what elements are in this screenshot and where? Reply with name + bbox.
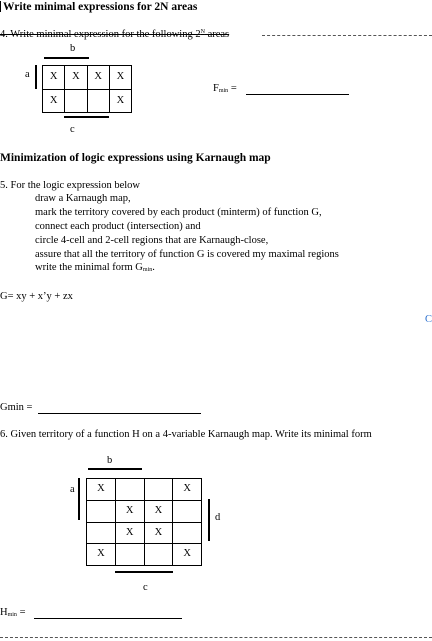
q4-text: 4. Write minimal expression for the following 2 [0,29,201,40]
bottom-dashed-line [0,637,432,638]
q4-dashed-line [262,35,432,36]
gmin-answer-line[interactable] [38,413,201,414]
q4-question [0,29,229,41]
q4-text-end: areas [204,29,230,40]
hmin-sub: min [7,612,17,618]
gmin-sub: min [142,267,153,273]
map2-bar-c [115,571,173,573]
fmin-letter: F [213,83,219,94]
k1-cell[interactable] [65,89,87,113]
k1-cell[interactable]: X [43,89,65,113]
k2-cell[interactable]: X [144,500,173,522]
q5-step: connect each product (intersection) and [35,221,201,232]
q5-step: assure that all the territory of function G is covered my maximal regions [35,249,339,260]
map2-label-a: a [70,484,75,495]
k2-cell[interactable]: X [173,544,202,566]
map2-label-d: d [215,512,221,523]
karnaugh-map-2 [86,478,202,566]
map1-label-a: a [25,69,30,80]
q5-step: mark the territory covered by each product (minterm) of function G, [35,207,322,218]
hmin-letter: H [0,607,8,618]
k2-cell[interactable]: X [115,500,144,522]
fmin-answer-line[interactable] [246,94,349,95]
k2-cell[interactable] [173,522,202,544]
left-bracket [0,1,1,12]
k2-cell[interactable]: X [173,479,202,501]
map1-bar-b [44,57,89,59]
section1-title: Write minimal expressions for 2N areas [3,1,198,13]
k2-cell[interactable]: X [87,479,116,501]
margin-marker: C [425,314,432,325]
k2-cell[interactable] [173,500,202,522]
map1-label-b: b [70,43,76,54]
hmin-answer-line[interactable] [34,618,182,619]
map2-bar-b [88,468,142,470]
map1-bar-a [35,65,37,89]
q5-step-text: write the minimal form G [35,262,143,273]
map2-label-c: c [143,582,148,593]
k2-cell[interactable]: X [144,522,173,544]
q5-step: draw a Karnaugh map, [35,193,131,204]
k2-cell[interactable]: X [115,522,144,544]
k2-cell[interactable] [87,500,116,522]
section2-title: Minimization of logic expressions using Karnaugh map [0,152,271,164]
map1-label-c: c [70,124,75,135]
q5-step: circle 4-cell and 2-cell regions that are Karnaugh-close, [35,235,269,246]
hmin-label [0,608,25,619]
k1-cell[interactable]: X [109,66,131,90]
gmin-label: Gmin = [0,402,33,413]
k2-cell[interactable] [115,544,144,566]
fmin-sub: min [218,88,229,94]
k1-cell[interactable]: X [109,89,131,113]
k1-cell[interactable]: X [87,66,109,90]
q5-step-end: . [152,262,155,273]
k1-cell[interactable]: X [43,66,65,90]
k2-cell[interactable]: X [87,544,116,566]
hmin-eq: = [19,607,26,618]
q6-question: 6. Given territory of a function H on a 4-variable Karnaugh map. Write its minimal form [0,429,372,440]
q4-superscript: N [200,29,205,35]
map2-label-b: b [107,455,113,466]
k1-cell[interactable] [87,89,109,113]
q5-intro: 5. For the logic expression below [0,180,140,191]
fmin-eq: = [230,83,237,94]
map2-bar-a [78,478,80,520]
q5-step-last [35,263,155,274]
karnaugh-map-1 [42,65,132,113]
g-expression: G= xy + x’y + zx [0,291,73,302]
k2-cell[interactable] [115,479,144,501]
map2-bar-d [208,499,210,541]
k2-cell[interactable] [144,479,173,501]
k1-cell[interactable]: X [65,66,87,90]
k2-cell[interactable] [87,522,116,544]
k2-cell[interactable] [144,544,173,566]
map1-bar-c [64,116,109,118]
fmin-label [213,84,237,95]
